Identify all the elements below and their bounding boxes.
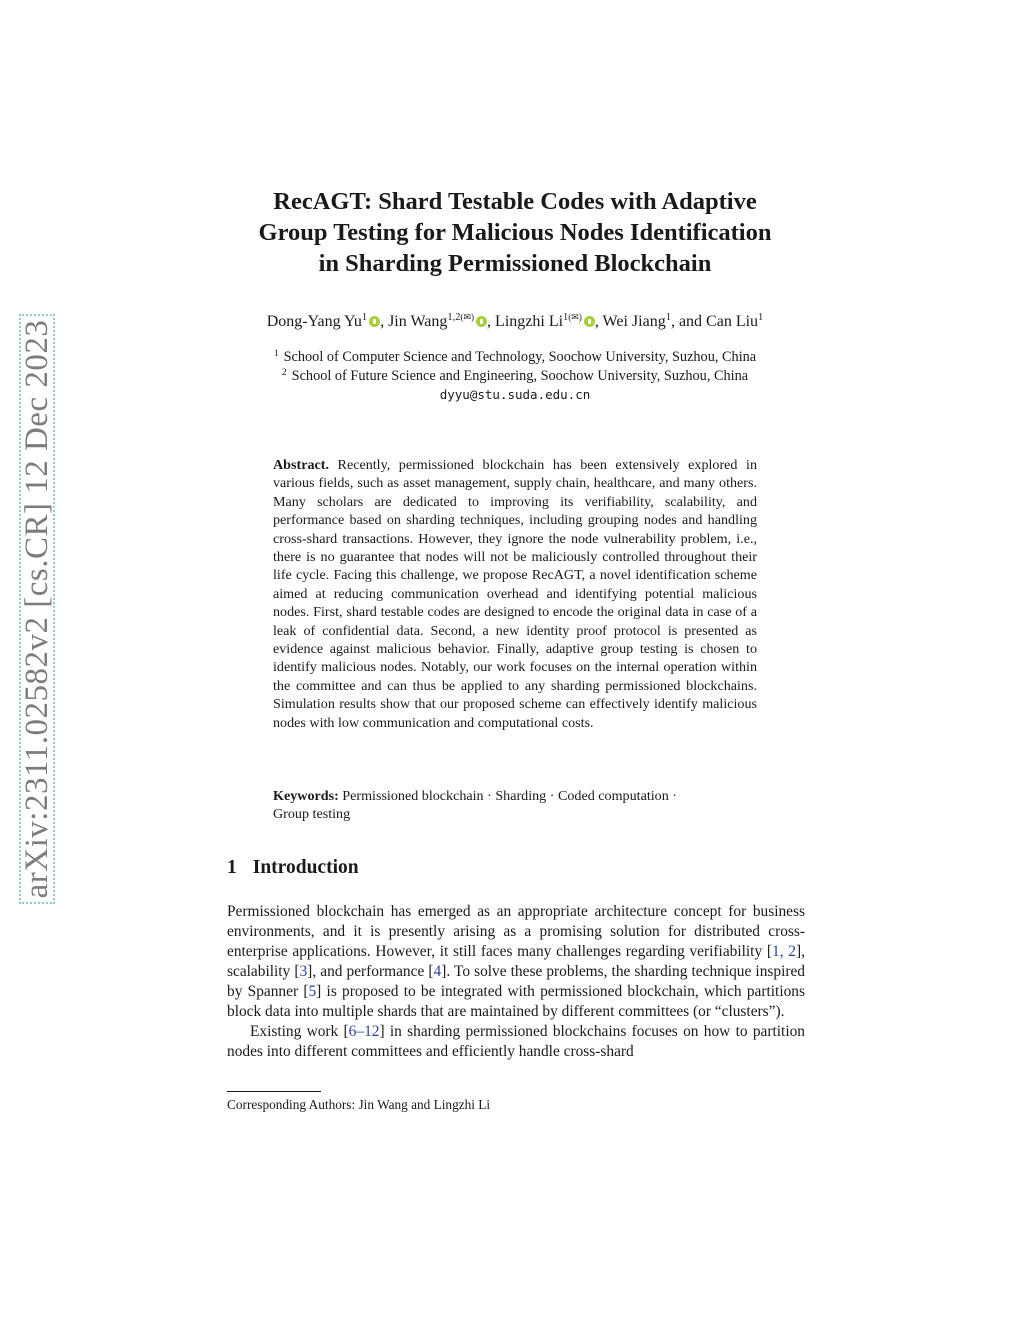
author-name: Can Liu (706, 313, 759, 330)
affiliation-2 (150, 368, 880, 385)
abstract-label: Abstract. (273, 457, 329, 473)
affiliation-number: 1 (273, 349, 279, 359)
title-line-1: RecAGT: Shard Testable Codes with Adaptive (273, 188, 757, 215)
keywords-text-1: Permissioned blockchain · Sharding · Coded computation · (342, 788, 677, 804)
affiliation-text: School of Computer Science and Technology, Soochow University, Suzhou, China (283, 349, 757, 365)
author-name: Dong-Yang Yu (266, 313, 362, 330)
contact-email[interactable]: dyyu@stu.suda.edu.cn (439, 387, 591, 402)
arxiv-identifier: arXiv:2311.02582v2 [cs.CR] 12 Dec 2023 (19, 314, 55, 904)
author-separator: , (380, 313, 389, 330)
citation-link[interactable]: 5 (308, 983, 317, 1000)
keywords (273, 787, 757, 824)
citation-link[interactable]: 1, 2 (772, 943, 797, 960)
citation-link[interactable]: 3 (299, 963, 308, 980)
orcid-icon[interactable] (584, 316, 595, 327)
affiliation-text: School of Future Science and Engineering, Soochow University, Suzhou, China (291, 368, 749, 384)
author-name: Jin Wang (388, 313, 448, 330)
title-line-3: in Sharding Permissioned Blockchain (318, 250, 712, 277)
footnote: Corresponding Authors: Jin Wang and Lingzhi Li (227, 1097, 491, 1112)
title-line-2: Group Testing for Malicious Nodes Identification (258, 219, 772, 246)
citation-link[interactable]: 6–12 (348, 1023, 380, 1040)
abstract (273, 456, 757, 732)
citation-link[interactable]: 4 (433, 963, 442, 980)
body-paragraph: Existing work [6–12] in sharding permissioned blockchains focuses on how to partition nodes into different committees and efficiently handle cross-shard (227, 1023, 805, 1060)
affiliation-number: 2 (281, 368, 287, 378)
author-affiliation-mark: 1,2 (447, 312, 461, 323)
author-separator: , (594, 313, 603, 330)
body-text (227, 902, 805, 1062)
paper-title (200, 186, 830, 279)
section-number: 1 (227, 857, 237, 878)
orcid-icon[interactable] (476, 316, 487, 327)
keywords-text-2: Group testing (273, 806, 351, 823)
keywords-line-1 (273, 787, 757, 805)
author-affiliation-mark: 1 (563, 312, 569, 323)
section-title: Introduction (252, 857, 359, 878)
author-separator: , (670, 313, 679, 330)
section-heading (227, 857, 359, 879)
orcid-icon[interactable] (369, 316, 380, 327)
author-affiliation-mark: 1 (361, 312, 368, 323)
footnote-rule (227, 1091, 321, 1092)
author-name: Wei Jiang (602, 313, 666, 330)
author-and: and (678, 313, 707, 330)
author-affiliation-mark: 1 (665, 312, 671, 323)
author-list: Dong-Yang Yu$^1$ , Jin Wang$^{1,2}$(✉) , Lingzhi Li$^1$(✉) , Wei Jiang$^1$, and Can Liu$^1$ (266, 312, 764, 330)
author-separator: , (487, 313, 496, 330)
affiliation-1 (150, 349, 880, 366)
abstract-text: Recently, permissioned blockchain has been extensively explored in various fields, such as asset management, supply chain, healthcare, and many others. Many scholars are dedicated to improving its verifiability, scalability, and performance based on sharding techniques, including grouping nodes and handling cross-shard transactions. However, they ignore the node vulnerability problem, i.e., there is no guarantee that nodes will not be maliciously controlled throughout their life cycle. Facing this challenge, we propose RecAGT, a novel identification scheme aimed at reducing communication overhead and identifying potential malicious nodes. First, shard testable codes are designed to encode the original data in case of a leak of confidential data. Second, a new identity proof protocol is presented as evidence against malicious behavior. Finally, adaptive group testing is chosen to identify malicious nodes. Notably, our work focuses on the internal operation within the committee and can thus be applied to any sharding permissioned blockchains. Simulation results show that our proposed scheme can effectively identify malicious nodes with low communication and computational costs. (273, 457, 757, 731)
keywords-label: Keywords: (273, 788, 339, 804)
author-name: Lingzhi Li (495, 313, 564, 330)
author-affiliation-mark: 1 (758, 312, 764, 323)
body-paragraph: Permissioned blockchain has emerged as an appropriate architecture concept for business environments, and it is presently arising as a promising solution for distributed cross-enterprise applications. However, it still faces many challenges regarding verifiability [1, 2], scalability [3], and performance [4]. To solve these problems, the sharding technique inspired by Spanner [5] is proposed to be integrated with permissioned blockchain, which partitions block data into multiple shards that are maintained by different committees (or “clusters”). (227, 903, 806, 1020)
